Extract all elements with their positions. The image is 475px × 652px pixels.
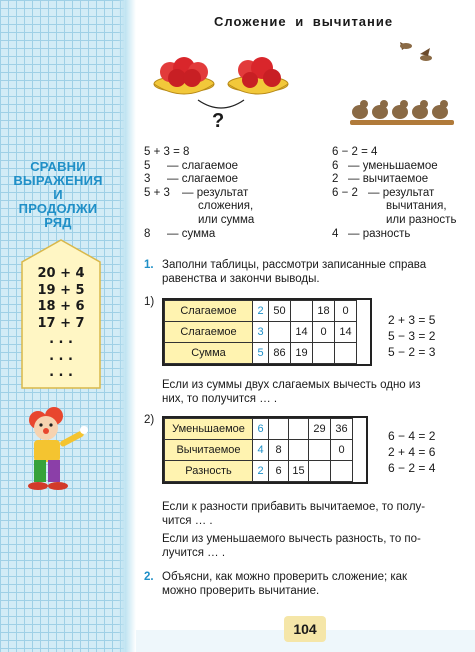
- table-row: [165, 322, 357, 343]
- table-cell[interactable]: 29: [309, 419, 331, 440]
- table-cell[interactable]: [289, 440, 309, 461]
- term-value: 5: [144, 159, 151, 172]
- table-cell[interactable]: 14: [291, 322, 313, 343]
- table-cell[interactable]: [313, 343, 335, 364]
- series-item: . . .: [49, 332, 73, 347]
- row-header: Слагаемое: [165, 301, 253, 322]
- task-number: 1.: [144, 259, 154, 271]
- side-heading-line: РЯД: [44, 215, 72, 230]
- clown-illustration: [20, 402, 92, 494]
- addition-table: [164, 300, 357, 364]
- margin-edge: [118, 0, 136, 652]
- page-number: 104: [284, 616, 326, 642]
- term-label: — слагаемое: [167, 159, 238, 172]
- row-header: Сумма: [165, 343, 253, 364]
- term-value: 5 + 3: [144, 186, 170, 199]
- table-cell[interactable]: 8: [269, 440, 289, 461]
- side-heading: [6, 160, 110, 230]
- table-row: [165, 419, 353, 440]
- term-label: — слагаемое: [167, 173, 238, 186]
- table-cell[interactable]: 50: [269, 301, 291, 322]
- table-cell[interactable]: [291, 301, 313, 322]
- equation: 5 − 3 = 2: [388, 329, 436, 343]
- addition-table-frame: [162, 298, 372, 366]
- table-cell[interactable]: 86: [269, 343, 291, 364]
- part-label: 1): [144, 296, 155, 308]
- table-cell[interactable]: [309, 461, 331, 482]
- table-cell: 3: [253, 322, 269, 343]
- equation: 5 − 2 = 3: [388, 345, 436, 359]
- term-label: — разность: [348, 227, 411, 240]
- table-cell[interactable]: 0: [331, 440, 353, 461]
- conclusion-line: Если из уменьшаемого вычесть разность, то по-: [162, 533, 421, 545]
- page-title: Сложение и вычитание: [214, 14, 394, 29]
- series-house-card: [20, 238, 102, 390]
- task-number: 2.: [144, 571, 154, 583]
- conclusion-line: чится … .: [162, 515, 213, 527]
- task-text-line: Заполни таблицы, рассмотри записанные справа: [162, 259, 427, 271]
- subtraction-table: [164, 418, 353, 482]
- table-row: [165, 343, 357, 364]
- subtraction-terms: [332, 146, 472, 241]
- term-label: — сумма: [167, 227, 216, 240]
- term-label: — результат: [368, 186, 435, 199]
- table-cell: 5: [253, 343, 269, 364]
- table-cell[interactable]: 18: [313, 301, 335, 322]
- birds-illustration: [340, 36, 460, 140]
- table-cell[interactable]: 15: [289, 461, 309, 482]
- task-text-line: Объясни, как можно проверить сложение; как: [162, 571, 408, 583]
- addition-equations: [388, 312, 435, 360]
- conclusion-line: них, то получится … .: [162, 393, 278, 405]
- term-label: вычитания,: [386, 200, 447, 213]
- table-cell[interactable]: [335, 343, 357, 364]
- task-text-line: можно проверить вычитание.: [162, 585, 320, 597]
- term-label: сложения,: [198, 200, 254, 213]
- addition-terms: [144, 146, 294, 241]
- table-cell[interactable]: 14: [335, 322, 357, 343]
- term-label: — результат: [182, 186, 249, 199]
- table-cell[interactable]: 6: [269, 461, 289, 482]
- term-value: 6 − 2: [332, 186, 358, 199]
- table-cell: 6: [253, 419, 269, 440]
- term-label: — уменьшаемое: [348, 159, 438, 172]
- table-cell[interactable]: [331, 461, 353, 482]
- conclusion-3: [162, 532, 457, 560]
- task-2: [144, 570, 469, 598]
- term-value: 6: [332, 159, 339, 172]
- table-cell[interactable]: [269, 322, 291, 343]
- conclusion-line: Если к разности прибавить вычитаемое, то полу-: [162, 501, 426, 513]
- term-label: или сумма: [198, 213, 255, 226]
- side-heading-line: И: [53, 187, 63, 202]
- term-label: — вычитаемое: [348, 173, 429, 186]
- conclusion-2: [162, 500, 457, 528]
- conclusion-1: [162, 378, 457, 406]
- row-header: Уменьшаемое: [165, 419, 253, 440]
- side-heading-line: ВЫРАЖЕНИЯ: [13, 173, 103, 188]
- subtraction-equations: [388, 428, 435, 476]
- series-item: . . .: [49, 348, 73, 364]
- table-cell[interactable]: 0: [313, 322, 335, 343]
- table-row: [165, 301, 357, 322]
- term-label: или разность: [386, 213, 457, 226]
- side-heading-line: СРАВНИ: [30, 159, 86, 174]
- series-item: 19 + 5: [37, 282, 85, 298]
- equation: 6 − 4 = 2: [388, 429, 436, 443]
- equation: 2 + 3 = 5: [388, 313, 436, 327]
- subtraction-table-frame: [162, 416, 368, 484]
- main-content: [136, 0, 475, 652]
- table-row: [165, 440, 353, 461]
- term-value: 2: [332, 173, 339, 186]
- part-label: 2): [144, 414, 155, 426]
- task-text-line: равенства и закончи выводы.: [162, 273, 320, 285]
- row-header: Вычитаемое: [165, 440, 253, 461]
- term-value: 3: [144, 173, 151, 186]
- conclusion-line: лучится … .: [162, 547, 226, 559]
- series-item: 18 + 6: [37, 299, 85, 314]
- equation: 6 − 2 = 4: [388, 461, 436, 475]
- task-1: [144, 258, 469, 286]
- term-value: 8: [144, 227, 151, 240]
- side-heading-line: ПРОДОЛЖИ: [18, 201, 98, 216]
- table-cell[interactable]: [289, 419, 309, 440]
- table-cell: 2: [253, 301, 269, 322]
- term-value: 5 + 3 = 8: [144, 146, 190, 158]
- table-cell: 2: [253, 461, 269, 482]
- series-item: 20 + 4: [37, 266, 85, 281]
- row-header: Разность: [165, 461, 253, 482]
- table-row: [165, 461, 353, 482]
- conclusion-line: Если из суммы двух слагаемых вычесть одно из: [162, 379, 421, 391]
- series-item: 17 + 7: [37, 315, 85, 331]
- table-cell: 4: [253, 440, 269, 461]
- question-mark: ?: [212, 110, 225, 132]
- table-cell[interactable]: [269, 419, 289, 440]
- term-value: 6 − 2 = 4: [332, 146, 378, 158]
- table-cell[interactable]: 19: [291, 343, 313, 364]
- table-cell[interactable]: [309, 440, 331, 461]
- row-header: Слагаемое: [165, 322, 253, 343]
- series-item: . . .: [49, 365, 73, 380]
- term-value: 4: [332, 227, 339, 240]
- table-cell[interactable]: 36: [331, 419, 353, 440]
- table-cell[interactable]: 0: [335, 301, 357, 322]
- equation: 2 + 4 = 6: [388, 445, 436, 459]
